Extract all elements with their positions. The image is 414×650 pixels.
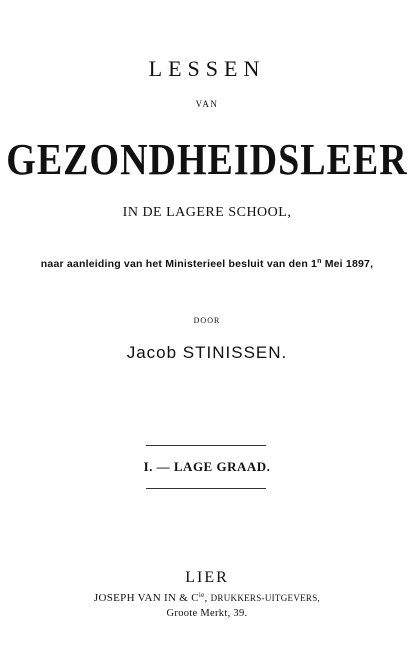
author-name: Jacob STINISSEN. (126, 343, 288, 362)
publisher-separator: , (204, 592, 211, 604)
decree-date: Mei 1897, (321, 258, 374, 270)
title-lessen: LESSEN (148, 56, 266, 81)
volume-label: I. — LAGE GRAAD. (143, 459, 271, 474)
imprint-publisher (0, 591, 414, 604)
imprint-address: Groote Merkt, 39. (166, 608, 248, 619)
publisher-superscript: ie (198, 591, 205, 599)
publisher-name: JOSEPH VAN IN & C (93, 592, 199, 604)
title-van: VAN (195, 99, 219, 109)
divider-top (146, 445, 266, 446)
book-title: GEZONDHEIDSLEER (6, 135, 408, 185)
author-by: DOOR (193, 316, 221, 325)
decree-superscript: n (317, 258, 322, 265)
decree-text: naar aanleiding van het Ministerieel besluit van den 1 (40, 258, 318, 270)
imprint-city: LIER (185, 569, 229, 586)
decree-reference (0, 258, 414, 270)
book-subtitle: IN DE LAGERE SCHOOL, (122, 205, 292, 220)
divider-bottom (146, 488, 266, 489)
publisher-role: DRUKKERS-UITGEVERS, (210, 593, 321, 603)
